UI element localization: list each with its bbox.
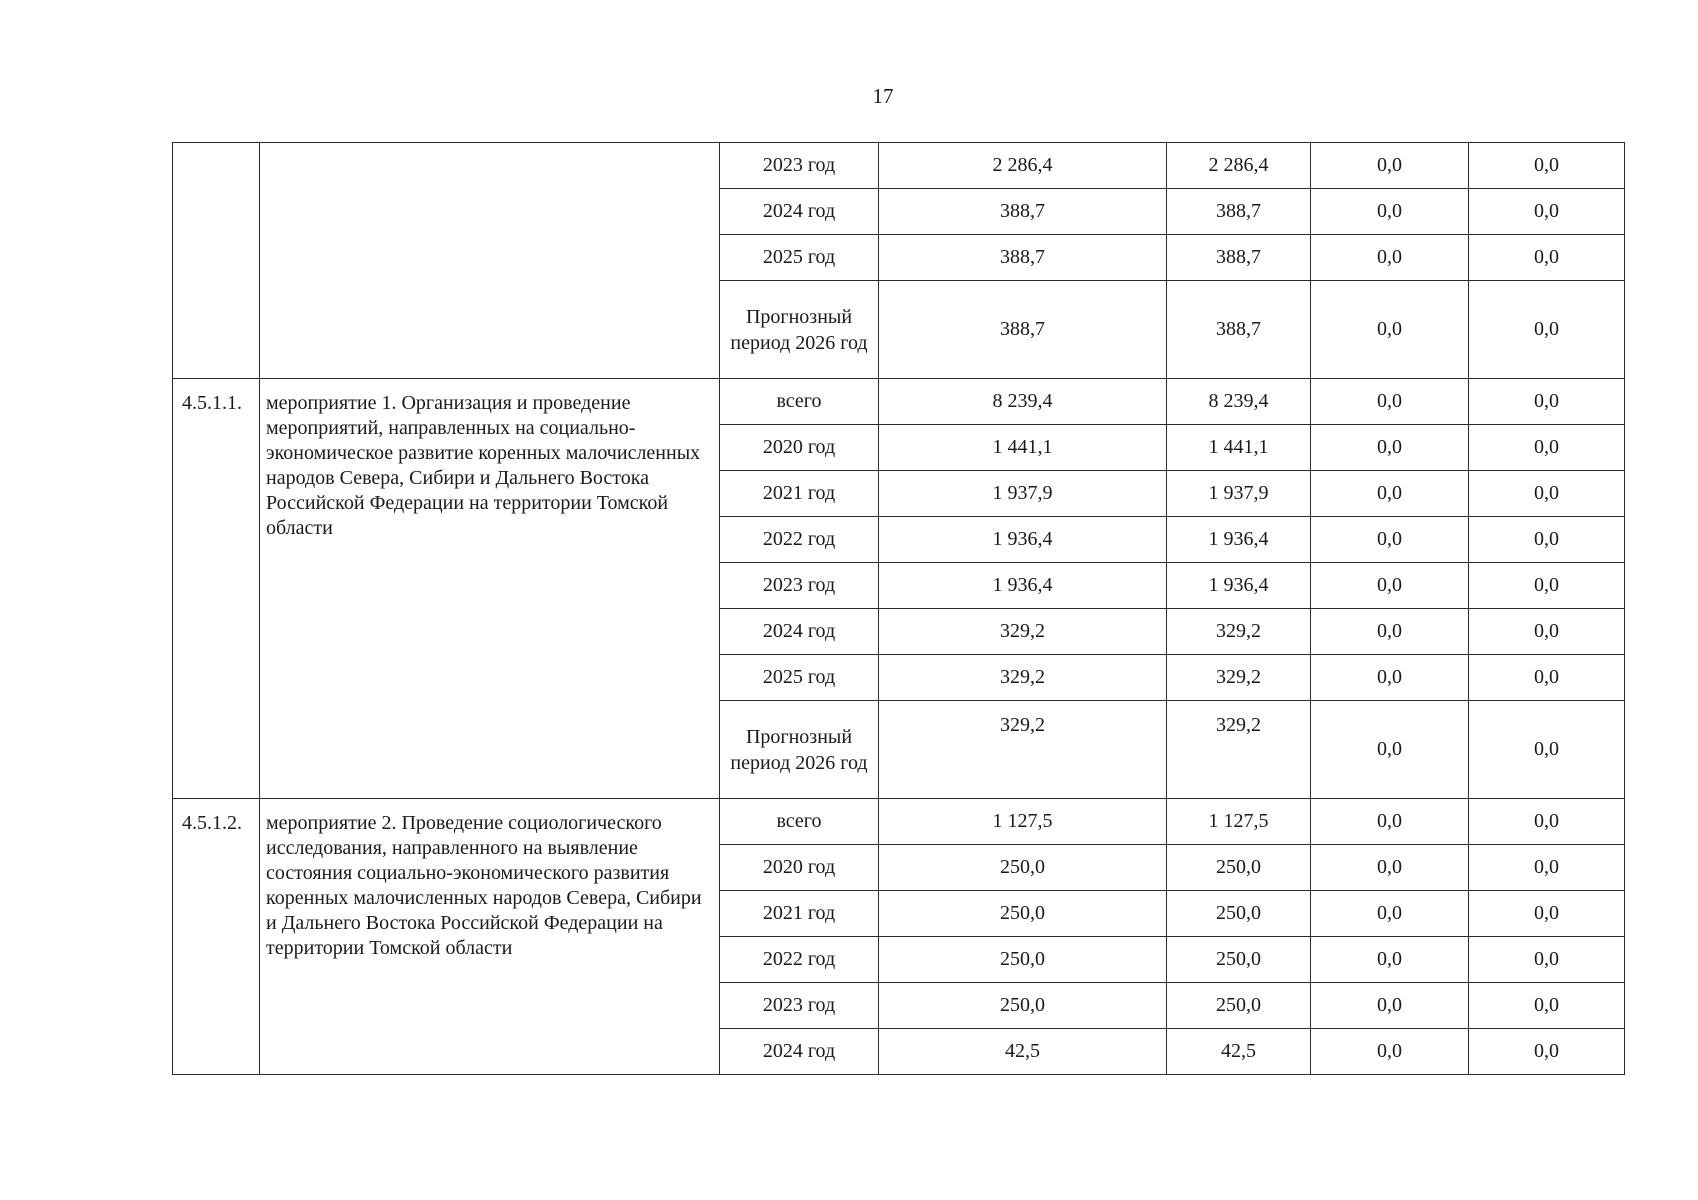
name-cell <box>260 143 720 379</box>
value-cell: 0,0 <box>1469 609 1625 655</box>
period-cell: Прогнозный период 2026 год <box>720 701 879 799</box>
value-cell: 0,0 <box>1469 1029 1625 1075</box>
value-cell: 1 936,4 <box>1167 517 1311 563</box>
value-cell: 0,0 <box>1311 143 1469 189</box>
value-cell: 0,0 <box>1311 845 1469 891</box>
period-cell: 2023 год <box>720 983 879 1029</box>
value-cell: 0,0 <box>1469 425 1625 471</box>
total-cell: 2 286,4 <box>879 143 1167 189</box>
value-cell: 0,0 <box>1311 563 1469 609</box>
value-cell: 42,5 <box>1167 1029 1311 1075</box>
value-cell: 329,2 <box>1167 655 1311 701</box>
value-cell: 0,0 <box>1469 281 1625 379</box>
value-cell: 1 937,9 <box>1167 471 1311 517</box>
value-cell: 0,0 <box>1469 189 1625 235</box>
value-cell: 0,0 <box>1469 143 1625 189</box>
value-cell: 0,0 <box>1469 891 1625 937</box>
value-cell: 0,0 <box>1469 517 1625 563</box>
total-cell: 388,7 <box>879 189 1167 235</box>
value-cell: 250,0 <box>1167 891 1311 937</box>
value-cell: 8 239,4 <box>1167 379 1311 425</box>
value-cell: 0,0 <box>1469 983 1625 1029</box>
value-cell: 1 127,5 <box>1167 799 1311 845</box>
value-cell: 0,0 <box>1311 983 1469 1029</box>
total-cell: 1 936,4 <box>879 563 1167 609</box>
total-cell: 250,0 <box>879 983 1167 1029</box>
table-row <box>173 379 1625 425</box>
measure-number: 4.5.1.1. <box>173 379 260 799</box>
total-cell: 329,2 <box>879 701 1167 799</box>
value-cell: 0,0 <box>1469 471 1625 517</box>
period-cell: 2024 год <box>720 609 879 655</box>
period-cell: 2022 год <box>720 937 879 983</box>
value-cell: 0,0 <box>1469 563 1625 609</box>
value-cell: 0,0 <box>1469 799 1625 845</box>
period-cell: 2024 год <box>720 189 879 235</box>
period-cell: 2021 год <box>720 891 879 937</box>
measure-number: 4.5.1.2. <box>173 799 260 1075</box>
value-cell: 0,0 <box>1311 517 1469 563</box>
value-cell: 1 441,1 <box>1167 425 1311 471</box>
value-cell: 329,2 <box>1167 701 1311 799</box>
value-cell: 0,0 <box>1469 235 1625 281</box>
value-cell: 250,0 <box>1167 845 1311 891</box>
value-cell: 0,0 <box>1311 281 1469 379</box>
total-cell: 329,2 <box>879 655 1167 701</box>
period-cell: Прогнозный период 2026 год <box>720 281 879 379</box>
period-cell: 2023 год <box>720 563 879 609</box>
value-cell: 0,0 <box>1311 701 1469 799</box>
total-cell: 8 239,4 <box>879 379 1167 425</box>
value-cell: 388,7 <box>1167 235 1311 281</box>
value-cell: 329,2 <box>1167 609 1311 655</box>
value-cell: 0,0 <box>1311 891 1469 937</box>
value-cell: 0,0 <box>1311 655 1469 701</box>
value-cell: 1 936,4 <box>1167 563 1311 609</box>
value-cell: 0,0 <box>1311 937 1469 983</box>
value-cell: 0,0 <box>1311 425 1469 471</box>
value-cell: 250,0 <box>1167 983 1311 1029</box>
total-cell: 1 937,9 <box>879 471 1167 517</box>
funding-table <box>172 142 1625 1075</box>
value-cell: 0,0 <box>1311 471 1469 517</box>
measure-name: мероприятие 2. Проведение социологического исследования, направленного на выявление состояния социально-экономического развития коренных малочисленных народов Севера, Сибири и Дальнего Востока Российской Федерации на территории Томской области <box>260 799 720 1075</box>
total-cell: 388,7 <box>879 281 1167 379</box>
value-cell: 0,0 <box>1311 379 1469 425</box>
period-cell: всего <box>720 379 879 425</box>
value-cell: 0,0 <box>1311 609 1469 655</box>
period-cell: 2020 год <box>720 845 879 891</box>
value-cell: 0,0 <box>1469 655 1625 701</box>
value-cell: 388,7 <box>1167 189 1311 235</box>
value-cell: 388,7 <box>1167 281 1311 379</box>
value-cell: 0,0 <box>1469 379 1625 425</box>
total-cell: 42,5 <box>879 1029 1167 1075</box>
total-cell: 388,7 <box>879 235 1167 281</box>
measure-name: мероприятие 1. Организация и проведение мероприятий, направленных на социально-экономическое развитие коренных малочисленных народов Севера, Сибири и Дальнего Востока Российской Федерации на территории Томской области <box>260 379 720 799</box>
period-cell: 2022 год <box>720 517 879 563</box>
total-cell: 1 936,4 <box>879 517 1167 563</box>
value-cell: 0,0 <box>1469 845 1625 891</box>
period-cell: 2025 год <box>720 655 879 701</box>
value-cell: 0,0 <box>1469 937 1625 983</box>
period-cell: 2023 год <box>720 143 879 189</box>
total-cell: 1 127,5 <box>879 799 1167 845</box>
value-cell: 0,0 <box>1311 235 1469 281</box>
total-cell: 250,0 <box>879 891 1167 937</box>
total-cell: 250,0 <box>879 937 1167 983</box>
total-cell: 1 441,1 <box>879 425 1167 471</box>
table-row <box>173 799 1625 845</box>
table-row <box>173 143 1625 189</box>
value-cell: 2 286,4 <box>1167 143 1311 189</box>
value-cell: 0,0 <box>1311 799 1469 845</box>
value-cell: 0,0 <box>1469 701 1625 799</box>
period-cell: 2025 год <box>720 235 879 281</box>
value-cell: 0,0 <box>1311 1029 1469 1075</box>
page-number: 17 <box>872 84 894 108</box>
total-cell: 250,0 <box>879 845 1167 891</box>
period-cell: 2020 год <box>720 425 879 471</box>
period-cell: 2021 год <box>720 471 879 517</box>
total-cell: 329,2 <box>879 609 1167 655</box>
value-cell: 0,0 <box>1311 189 1469 235</box>
number-cell <box>173 143 260 379</box>
value-cell: 250,0 <box>1167 937 1311 983</box>
period-cell: 2024 год <box>720 1029 879 1075</box>
period-cell: всего <box>720 799 879 845</box>
